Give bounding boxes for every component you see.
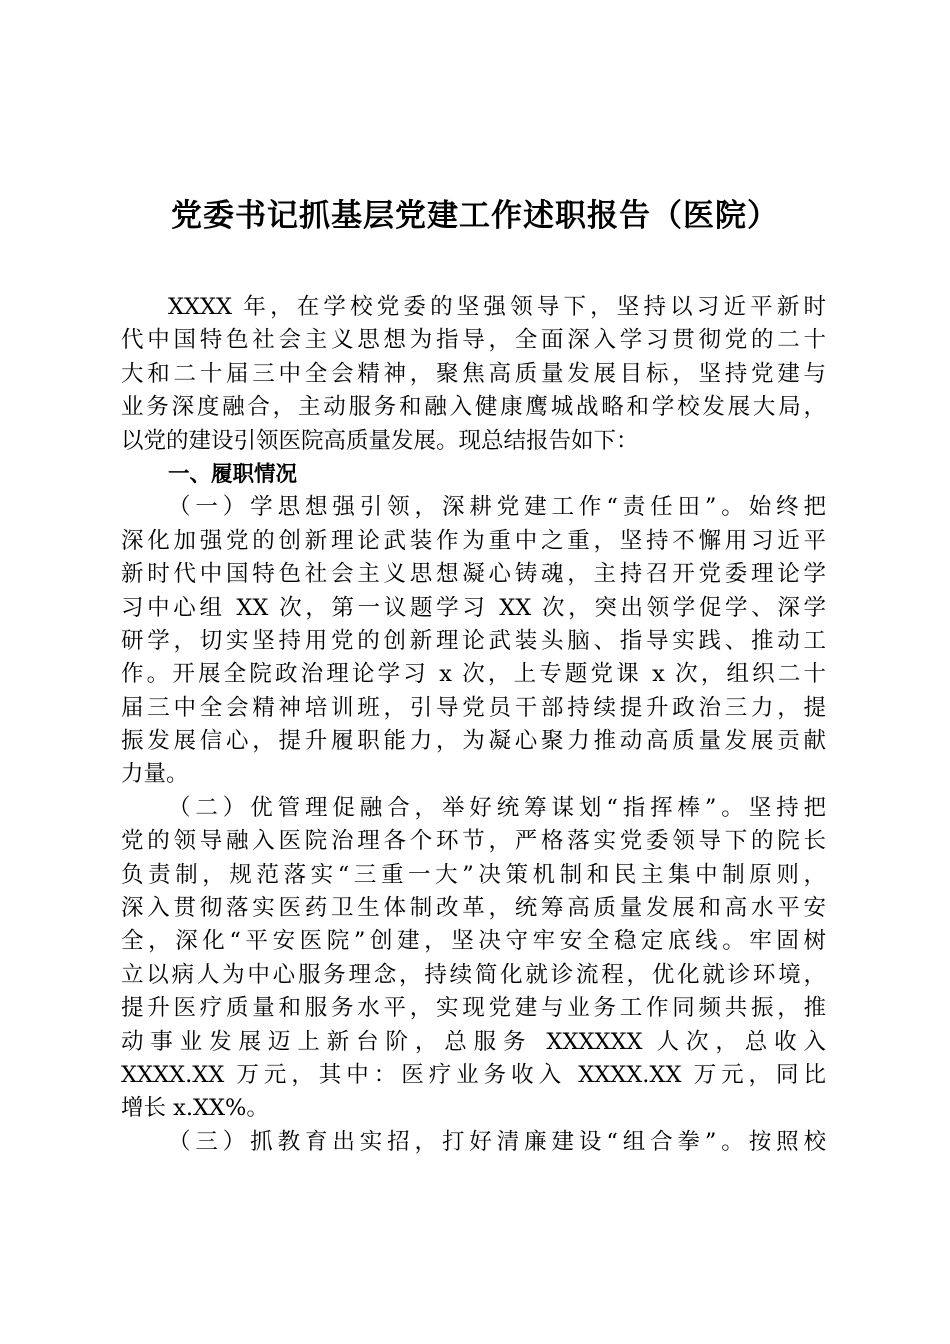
text-line: 作。开展全院政治理论学习 x 次，上专题党课 x 次，组织二十	[121, 661, 826, 688]
text-line: 振发展信心，提升履职能力，为凝心聚力推动高质量发展贡献	[121, 728, 826, 755]
document-title: 党委书记抓基层党建工作述职报告（医院）	[171, 198, 779, 234]
text-line: 党的领导融入医院治理各个环节，严格落实党委领导下的院长	[121, 828, 826, 855]
intro-paragraph	[121, 291, 826, 458]
text-line: 以党的建设引领医院高质量发展。现总结报告如下：	[121, 427, 639, 454]
paragraph-2	[121, 792, 826, 1126]
text-line: （三）抓教育出实招，打好清廉建设“组合拳”。按照校	[168, 1128, 826, 1155]
text-line: 代中国特色社会主义思想为指导，全面深入学习贯彻党的二十	[121, 327, 826, 354]
text-line: 提升医疗质量和服务水平，实现党建与业务工作同频共振，推	[121, 995, 826, 1022]
paragraph-3	[121, 1126, 826, 1159]
paragraph-1	[121, 491, 826, 792]
text-line: 新时代中国特色社会主义思想凝心铸魂，主持召开党委理论学	[121, 561, 826, 588]
text-line: 增长 x.XX%。	[121, 1095, 269, 1122]
text-line: 业务深度融合，主动服务和融入健康鹰城战略和学校发展大局，	[121, 394, 826, 421]
text-line: 深化加强党的创新理论武装作为重中之重，坚持不懈用习近平	[121, 527, 826, 554]
text-line: （一）学思想强引领，深耕党建工作“责任田”。始终把	[168, 494, 826, 521]
text-line: 力量。	[121, 761, 189, 788]
text-line: 届三中全会精神培训班，引导党员干部持续提升政治三力，提	[121, 694, 826, 721]
text-line: 深入贯彻落实医药卫生体制改革，统筹高质量发展和高水平安	[121, 895, 826, 922]
text-line: 立以病人为中心服务理念，持续简化就诊流程，优化就诊环境，	[121, 961, 826, 988]
text-line: （二）优管理促融合，举好统筹谋划“指挥棒”。坚持把	[168, 794, 826, 821]
text-line: XXXX 年，在学校党委的坚强领导下，坚持以习近平新时	[168, 294, 826, 320]
text-line: 研学，切实坚持用党的创新理论武装头脑、指导实践、推动工	[121, 627, 826, 654]
document-body	[121, 291, 826, 1159]
text-line: 动事业发展迈上新台阶，总服务 XXXXXX 人次，总收入	[121, 1028, 826, 1055]
text-line: 全，深化“平安医院”创建，坚决守牢安全稳定底线。牢固树	[121, 928, 826, 955]
text-line: 大和二十届三中全会精神，聚焦高质量发展目标，坚持党建与	[121, 360, 826, 387]
text-line: 习中心组 XX 次，第一议题学习 XX 次，突出领学促学、深学	[121, 594, 826, 621]
text-line: XXXX.XX 万元，其中：医疗业务收入 XXXX.XX 万元，同比	[121, 1061, 826, 1088]
section-heading: 一、履职情况	[168, 461, 298, 487]
text-line: 负责制，规范落实“三重一大”决策机制和民主集中制原则，	[121, 861, 826, 888]
